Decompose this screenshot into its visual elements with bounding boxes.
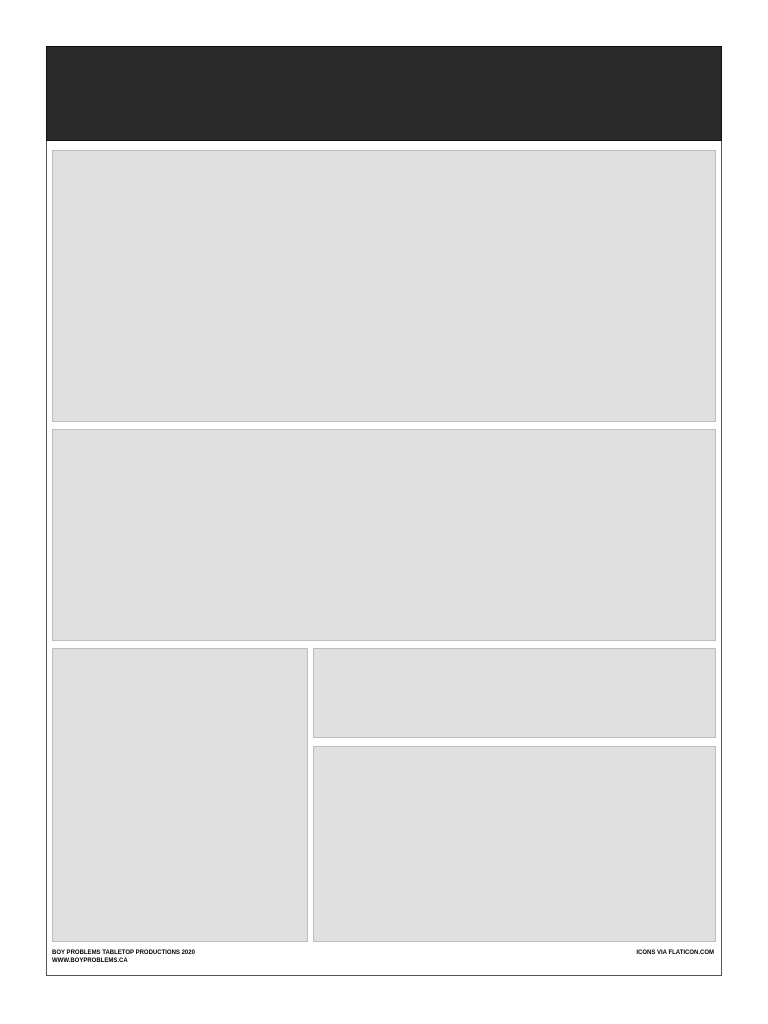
- character-legacy-section: [313, 746, 716, 942]
- header-banner: [46, 46, 722, 141]
- character-goal-area: [313, 648, 716, 738]
- character-sketch-panel: [52, 648, 308, 942]
- footer-icon-credit: ICONS VIA FLATICON.COM: [636, 950, 714, 956]
- footer-credit: BOY PROBLEMS TABLETOP PRODUCTIONS 2020: [52, 950, 195, 956]
- footer-website: WWW.BOYPROBLEMS.CA: [52, 958, 128, 964]
- introduction-section: [52, 150, 716, 422]
- personality-section: [52, 429, 716, 641]
